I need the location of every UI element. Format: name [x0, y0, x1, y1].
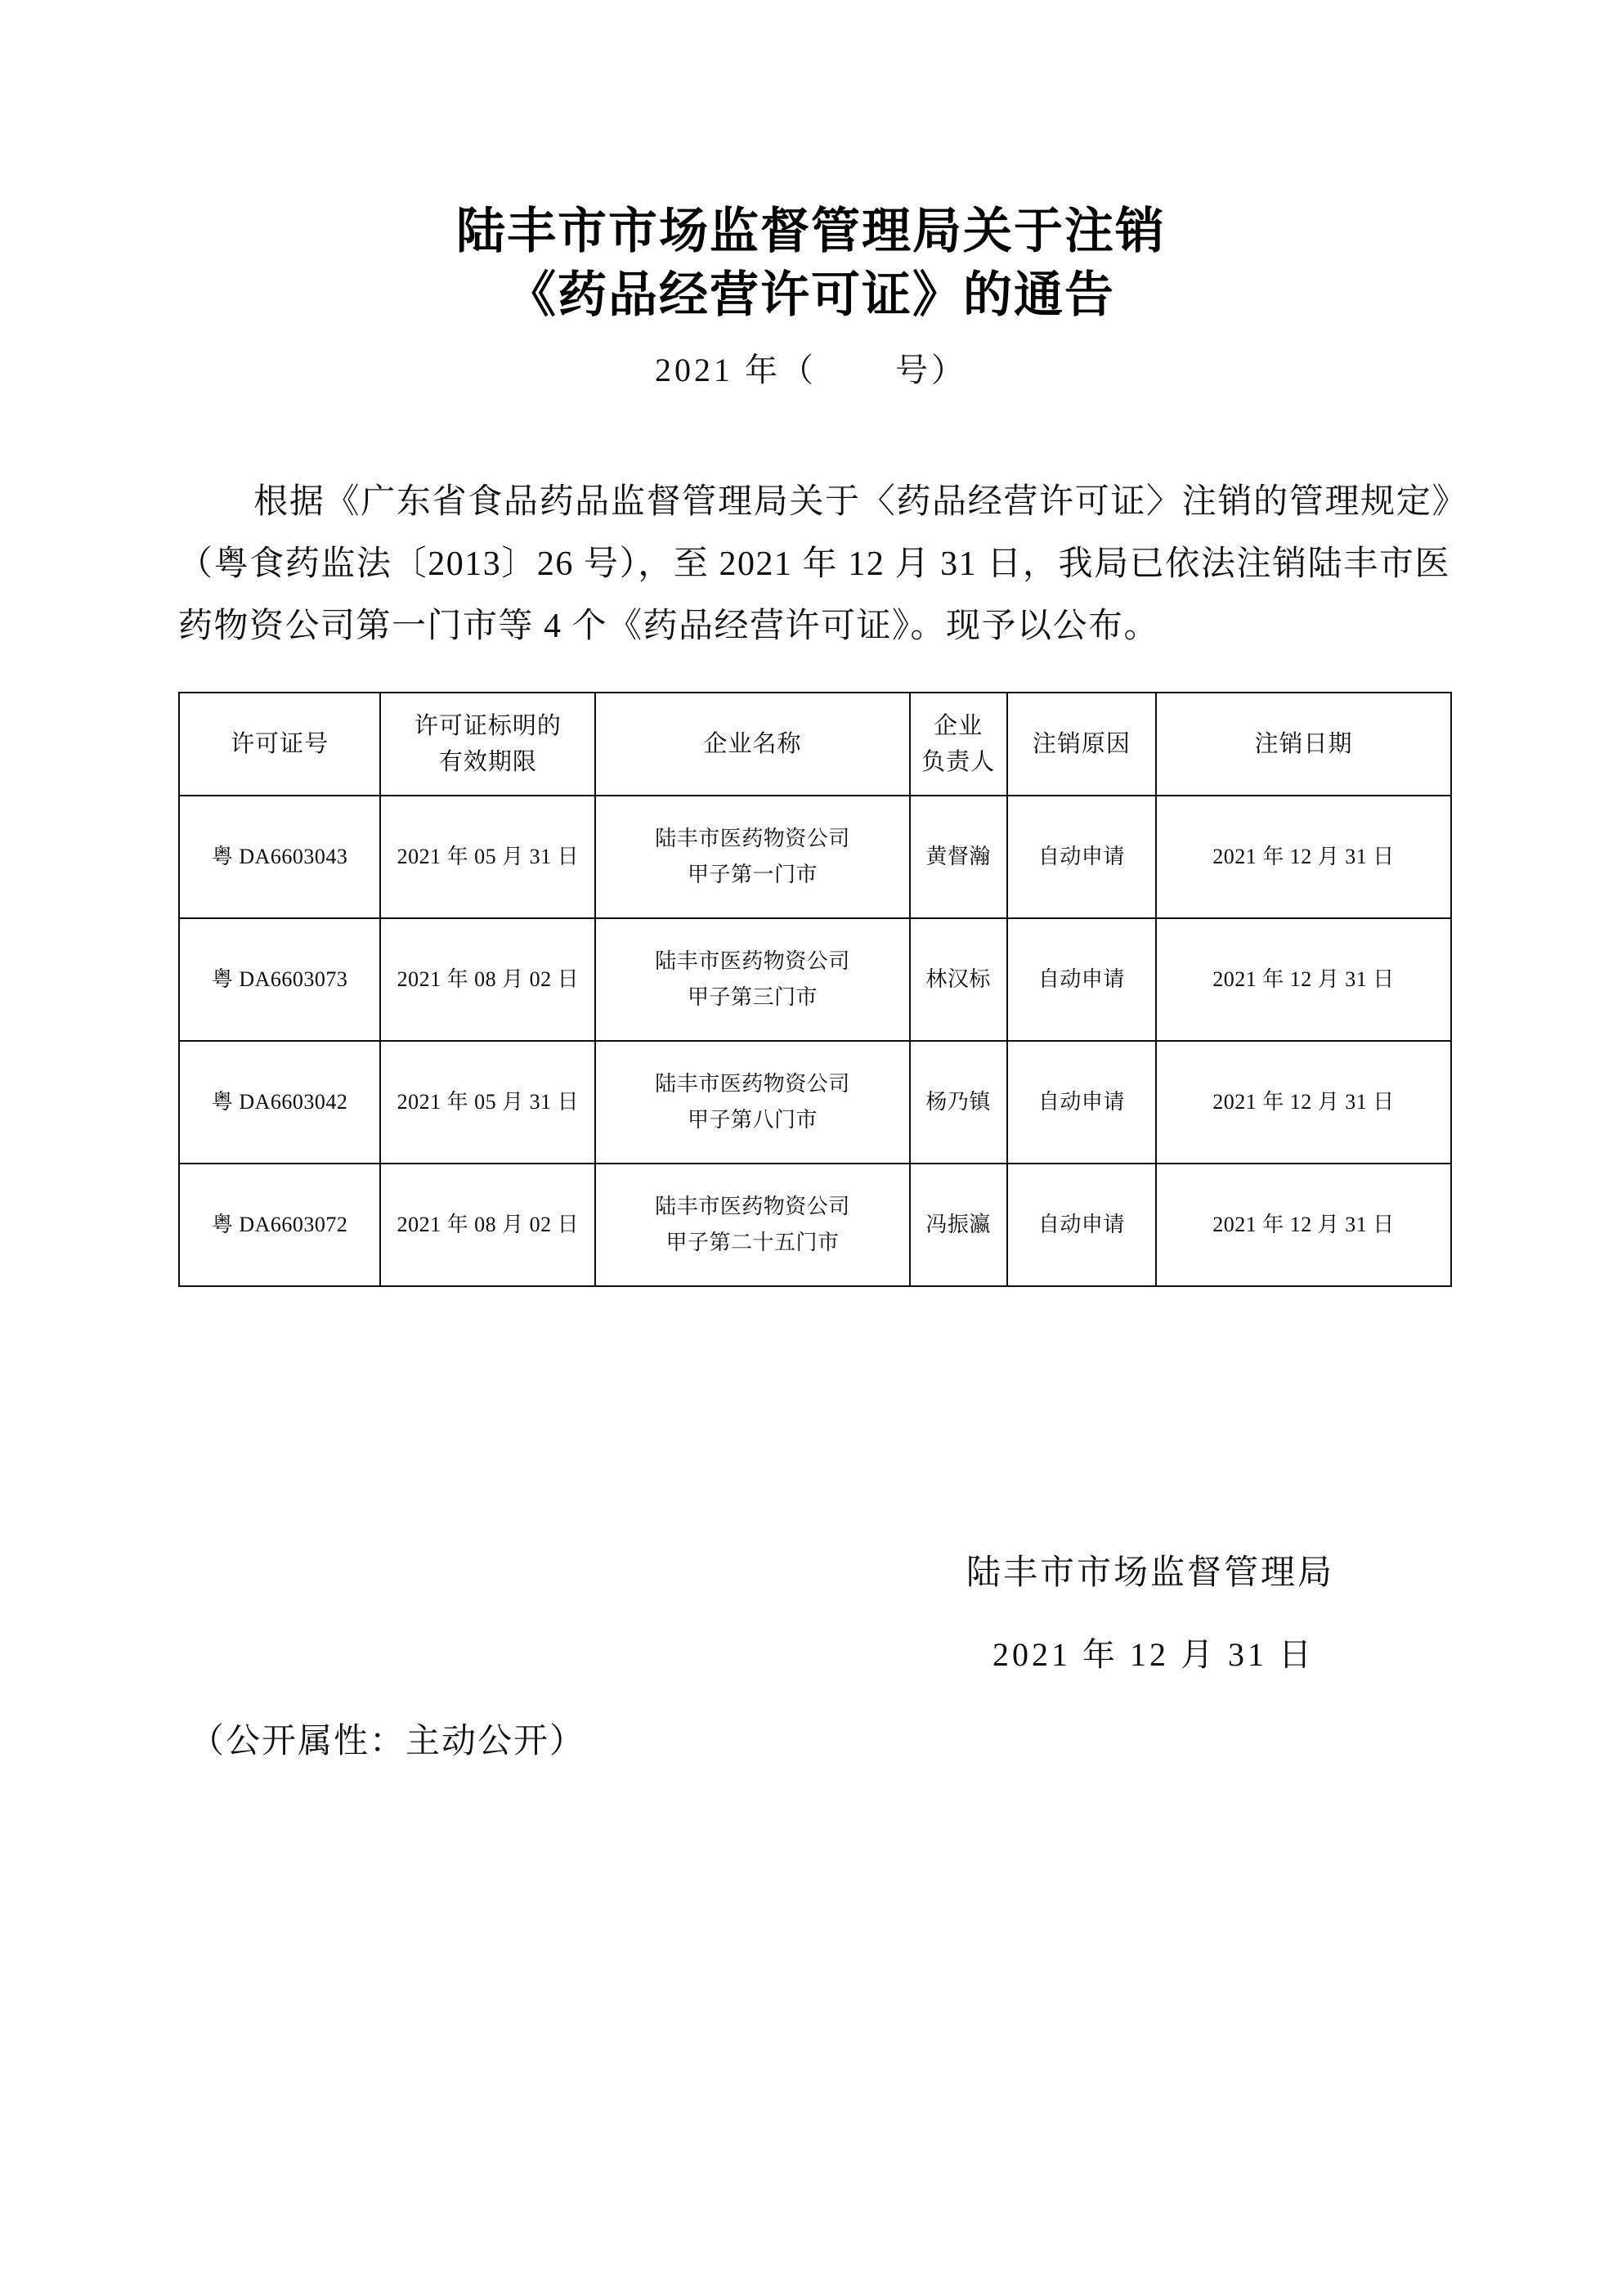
cell-company-line-2: 甲子第三门市: [688, 985, 818, 1009]
table-section: [0, 692, 1622, 1287]
table-row: [179, 1164, 1451, 1286]
cell-manager: 冯振瀛: [910, 1164, 1007, 1286]
column-header-reason: 注销原因: [1007, 693, 1157, 796]
cell-manager: 黄督瀚: [910, 796, 1007, 918]
cell-reason: 自动申请: [1007, 796, 1157, 918]
cell-company-line-1: 陆丰市医药物资公司: [655, 1072, 850, 1096]
signature-block: [0, 1547, 1622, 1679]
column-header-manager-line-2: 负责人: [921, 749, 996, 775]
cell-company-name: [595, 918, 909, 1041]
document-number: [0, 348, 1622, 392]
title-block: [0, 200, 1622, 392]
cell-company-line-1: 陆丰市医药物资公司: [655, 827, 850, 850]
body-section: [0, 471, 1622, 657]
issuing-organization: 陆丰市市场监督管理局: [966, 1554, 1334, 1592]
column-header-license-no: 许可证号: [179, 693, 380, 796]
document-number-suffix: 号）: [895, 352, 967, 388]
cell-reason: 自动申请: [1007, 918, 1157, 1041]
cell-reason: 自动申请: [1007, 1164, 1157, 1286]
cell-reason: 自动申请: [1007, 1041, 1157, 1164]
column-header-validity-line-2: 有效期限: [438, 749, 537, 775]
cell-company-line-1: 陆丰市医药物资公司: [655, 1195, 850, 1218]
cell-validity: 2021 年 08 月 02 日: [380, 1164, 595, 1286]
table-body: [179, 796, 1451, 1286]
column-header-validity: [380, 693, 595, 796]
cell-company-line-2: 甲子第八门市: [688, 1108, 818, 1132]
issue-date: 2021 年 12 月 31 日: [992, 1636, 1315, 1673]
document-title-line-1: 陆丰市市场监督管理局关于注销: [456, 203, 1166, 260]
cell-cancel-date: 2021 年 12 月 31 日: [1156, 1164, 1451, 1286]
table-row: [179, 918, 1451, 1041]
column-header-manager-line-1: 企业: [934, 713, 984, 739]
cell-license-no: 粤 DA6603043: [179, 796, 380, 918]
document-number-year: 2021 年（: [655, 352, 817, 388]
cell-company-name: [595, 796, 909, 918]
cell-company-line-2: 甲子第一门市: [688, 863, 818, 886]
cell-company-name: [595, 1164, 909, 1286]
table-header-row: [179, 693, 1451, 796]
cell-license-no: 粤 DA6603073: [179, 918, 380, 1041]
disclosure-attribute: （公开属性：主动公开）: [190, 1723, 586, 1760]
cell-license-no: 粤 DA6603042: [179, 1041, 380, 1164]
table-row: [179, 1041, 1451, 1164]
cell-manager: 杨乃镇: [910, 1041, 1007, 1164]
cell-license-no: 粤 DA6603072: [179, 1164, 380, 1286]
cell-cancel-date: 2021 年 12 月 31 日: [1156, 796, 1451, 918]
body-paragraph: [178, 471, 1450, 657]
cell-validity: 2021 年 05 月 31 日: [380, 796, 595, 918]
column-header-manager: [910, 693, 1007, 796]
table-row: [179, 796, 1451, 918]
column-header-company-name: 企业名称: [595, 693, 909, 796]
cancelled-licenses-table: [178, 692, 1452, 1287]
cell-cancel-date: 2021 年 12 月 31 日: [1156, 1041, 1451, 1164]
cell-company-line-1: 陆丰市医药物资公司: [655, 949, 850, 973]
cell-validity: 2021 年 08 月 02 日: [380, 918, 595, 1041]
body-paragraph-text: 根据《广东省食品药品监督管理局关于〈药品经营许可证〉注销的管理规定》（粤食药监法〔2013〕26 号），至 2021 年 12 月 31 日，我局已依法注销陆丰市医药物资公司第一门市等 4 个《药品经营许可证》。现予以公布。: [178, 483, 1450, 645]
cell-validity: 2021 年 05 月 31 日: [380, 1041, 595, 1164]
cell-company-name: [595, 1041, 909, 1164]
cell-cancel-date: 2021 年 12 月 31 日: [1156, 918, 1451, 1041]
column-header-validity-line-1: 许可证标明的: [414, 713, 562, 739]
document-title-line-2: 《药品经营许可证》的通告: [507, 267, 1115, 324]
cell-manager: 林汉标: [910, 918, 1007, 1041]
table-header: [179, 693, 1451, 796]
cell-company-line-2: 甲子第二十五门市: [665, 1231, 840, 1254]
column-header-cancel-date: 注销日期: [1156, 693, 1451, 796]
